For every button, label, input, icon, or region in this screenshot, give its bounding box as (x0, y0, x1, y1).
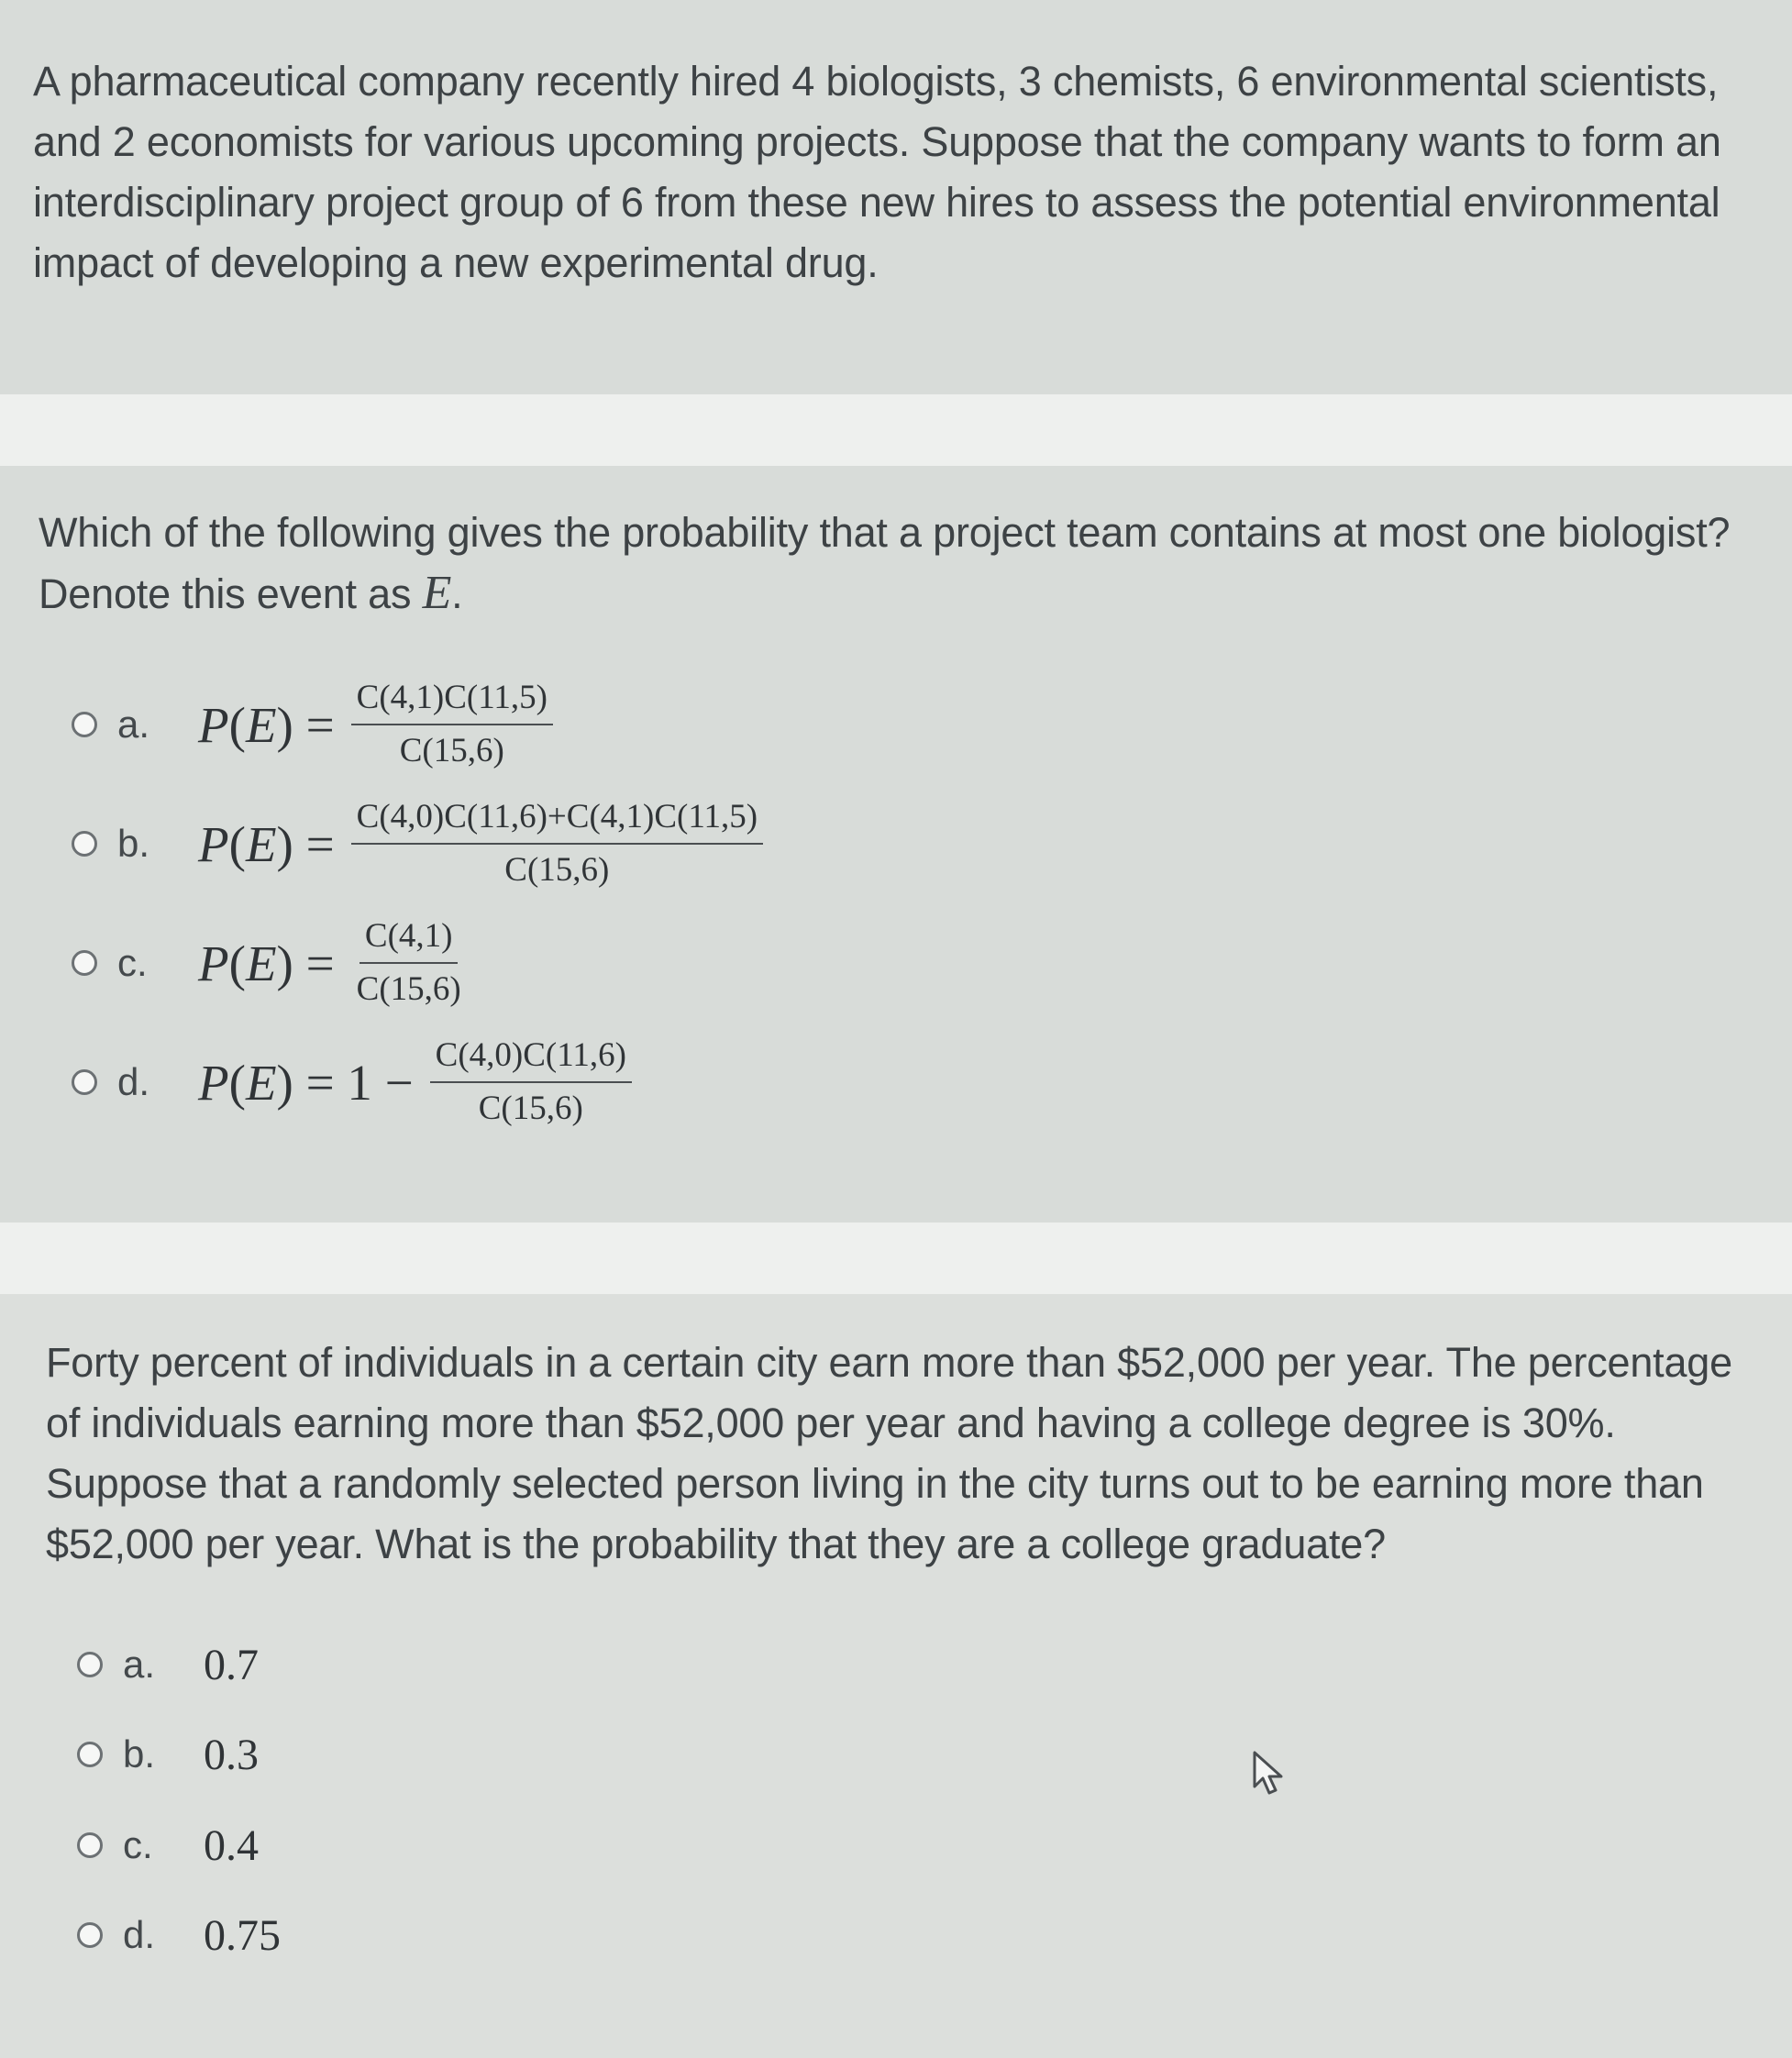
q3-option-c[interactable] (77, 1799, 259, 1891)
formula (198, 914, 467, 1012)
mouse-pointer-icon (1251, 1750, 1288, 1798)
formula (198, 676, 553, 773)
divider (0, 1223, 1792, 1294)
q3-option-a[interactable] (77, 1619, 259, 1710)
q3-option-d[interactable] (77, 1889, 281, 1981)
radio-button[interactable] (72, 950, 97, 976)
option-letter: a. (117, 703, 150, 746)
option-letter: b. (117, 822, 150, 865)
question-2-text (39, 503, 1763, 625)
radio-button[interactable] (72, 831, 97, 857)
fraction (351, 795, 763, 892)
option-letter: d. (123, 1913, 156, 1956)
question-2-prompt: Which of the following gives the probability that a project team contains at most one biologist? Denote this event as (39, 509, 1731, 617)
formula-lhs: P(E) = 1 − (198, 1054, 414, 1111)
question-3-panel (0, 1294, 1792, 2058)
option-value: 0.3 (204, 1730, 259, 1779)
option-letter: c. (117, 941, 148, 984)
numerator: C(4,0)C(11,6)+C(4,1)C(11,5) (351, 795, 763, 845)
radio-button[interactable] (77, 1652, 103, 1677)
question-1-panel (0, 0, 1792, 394)
event-suffix: . (451, 570, 463, 617)
option-letter: d. (117, 1060, 150, 1103)
formula (198, 1034, 632, 1131)
formula (198, 795, 763, 892)
fraction (430, 1034, 632, 1131)
option-value: 0.7 (204, 1640, 259, 1689)
option-value: 0.75 (204, 1910, 281, 1960)
denominator: C(15,6) (399, 732, 504, 769)
radio-button[interactable] (72, 1069, 97, 1095)
q2-option-d[interactable] (72, 1036, 632, 1128)
fraction (351, 676, 553, 773)
formula-lhs: P(E) = (198, 935, 335, 991)
numerator: C(4,1)C(11,5) (351, 676, 553, 725)
question-2-panel (0, 466, 1792, 1223)
radio-button[interactable] (72, 712, 97, 737)
denominator: C(15,6) (478, 1090, 583, 1127)
denominator: C(15,6) (356, 970, 461, 1008)
formula-lhs: P(E) = (198, 696, 335, 753)
q2-option-c[interactable] (72, 917, 467, 1009)
option-letter: a. (123, 1643, 156, 1686)
divider (0, 394, 1792, 466)
formula-lhs: P(E) = (198, 815, 335, 872)
option-letter: c. (123, 1823, 153, 1866)
radio-button[interactable] (77, 1742, 103, 1767)
event-symbol: E (422, 567, 452, 619)
q3-option-b[interactable] (77, 1709, 259, 1800)
option-value: 0.4 (204, 1820, 259, 1870)
radio-button[interactable] (77, 1922, 103, 1948)
numerator: C(4,0)C(11,6) (430, 1034, 632, 1083)
radio-button[interactable] (77, 1832, 103, 1858)
denominator: C(15,6) (504, 851, 610, 889)
q2-option-b[interactable] (72, 798, 763, 890)
numerator: C(4,1) (360, 914, 459, 964)
question-3-text: Forty percent of individuals in a certain city earn more than $52,000 per year. The percentage of individuals earning more than $52,000 per year and having a college degree is 30%. Suppose that a randomly selected person living in the city turns out to be earning more than $52,000 per year. What is the probability that they are a college graduate? (46, 1339, 1732, 1567)
fraction (351, 914, 467, 1012)
q2-option-a[interactable] (72, 679, 553, 770)
option-letter: b. (123, 1732, 156, 1776)
question-1-text: A pharmaceutical company recently hired 4 biologists, 3 chemists, 6 environmental scientists, and 2 economists for various upcoming projects. Suppose that the company wants to form an interdisciplinary project group of 6 from these new hires to assess the potential environmental impact of developing a new experimental drug. (33, 58, 1721, 286)
